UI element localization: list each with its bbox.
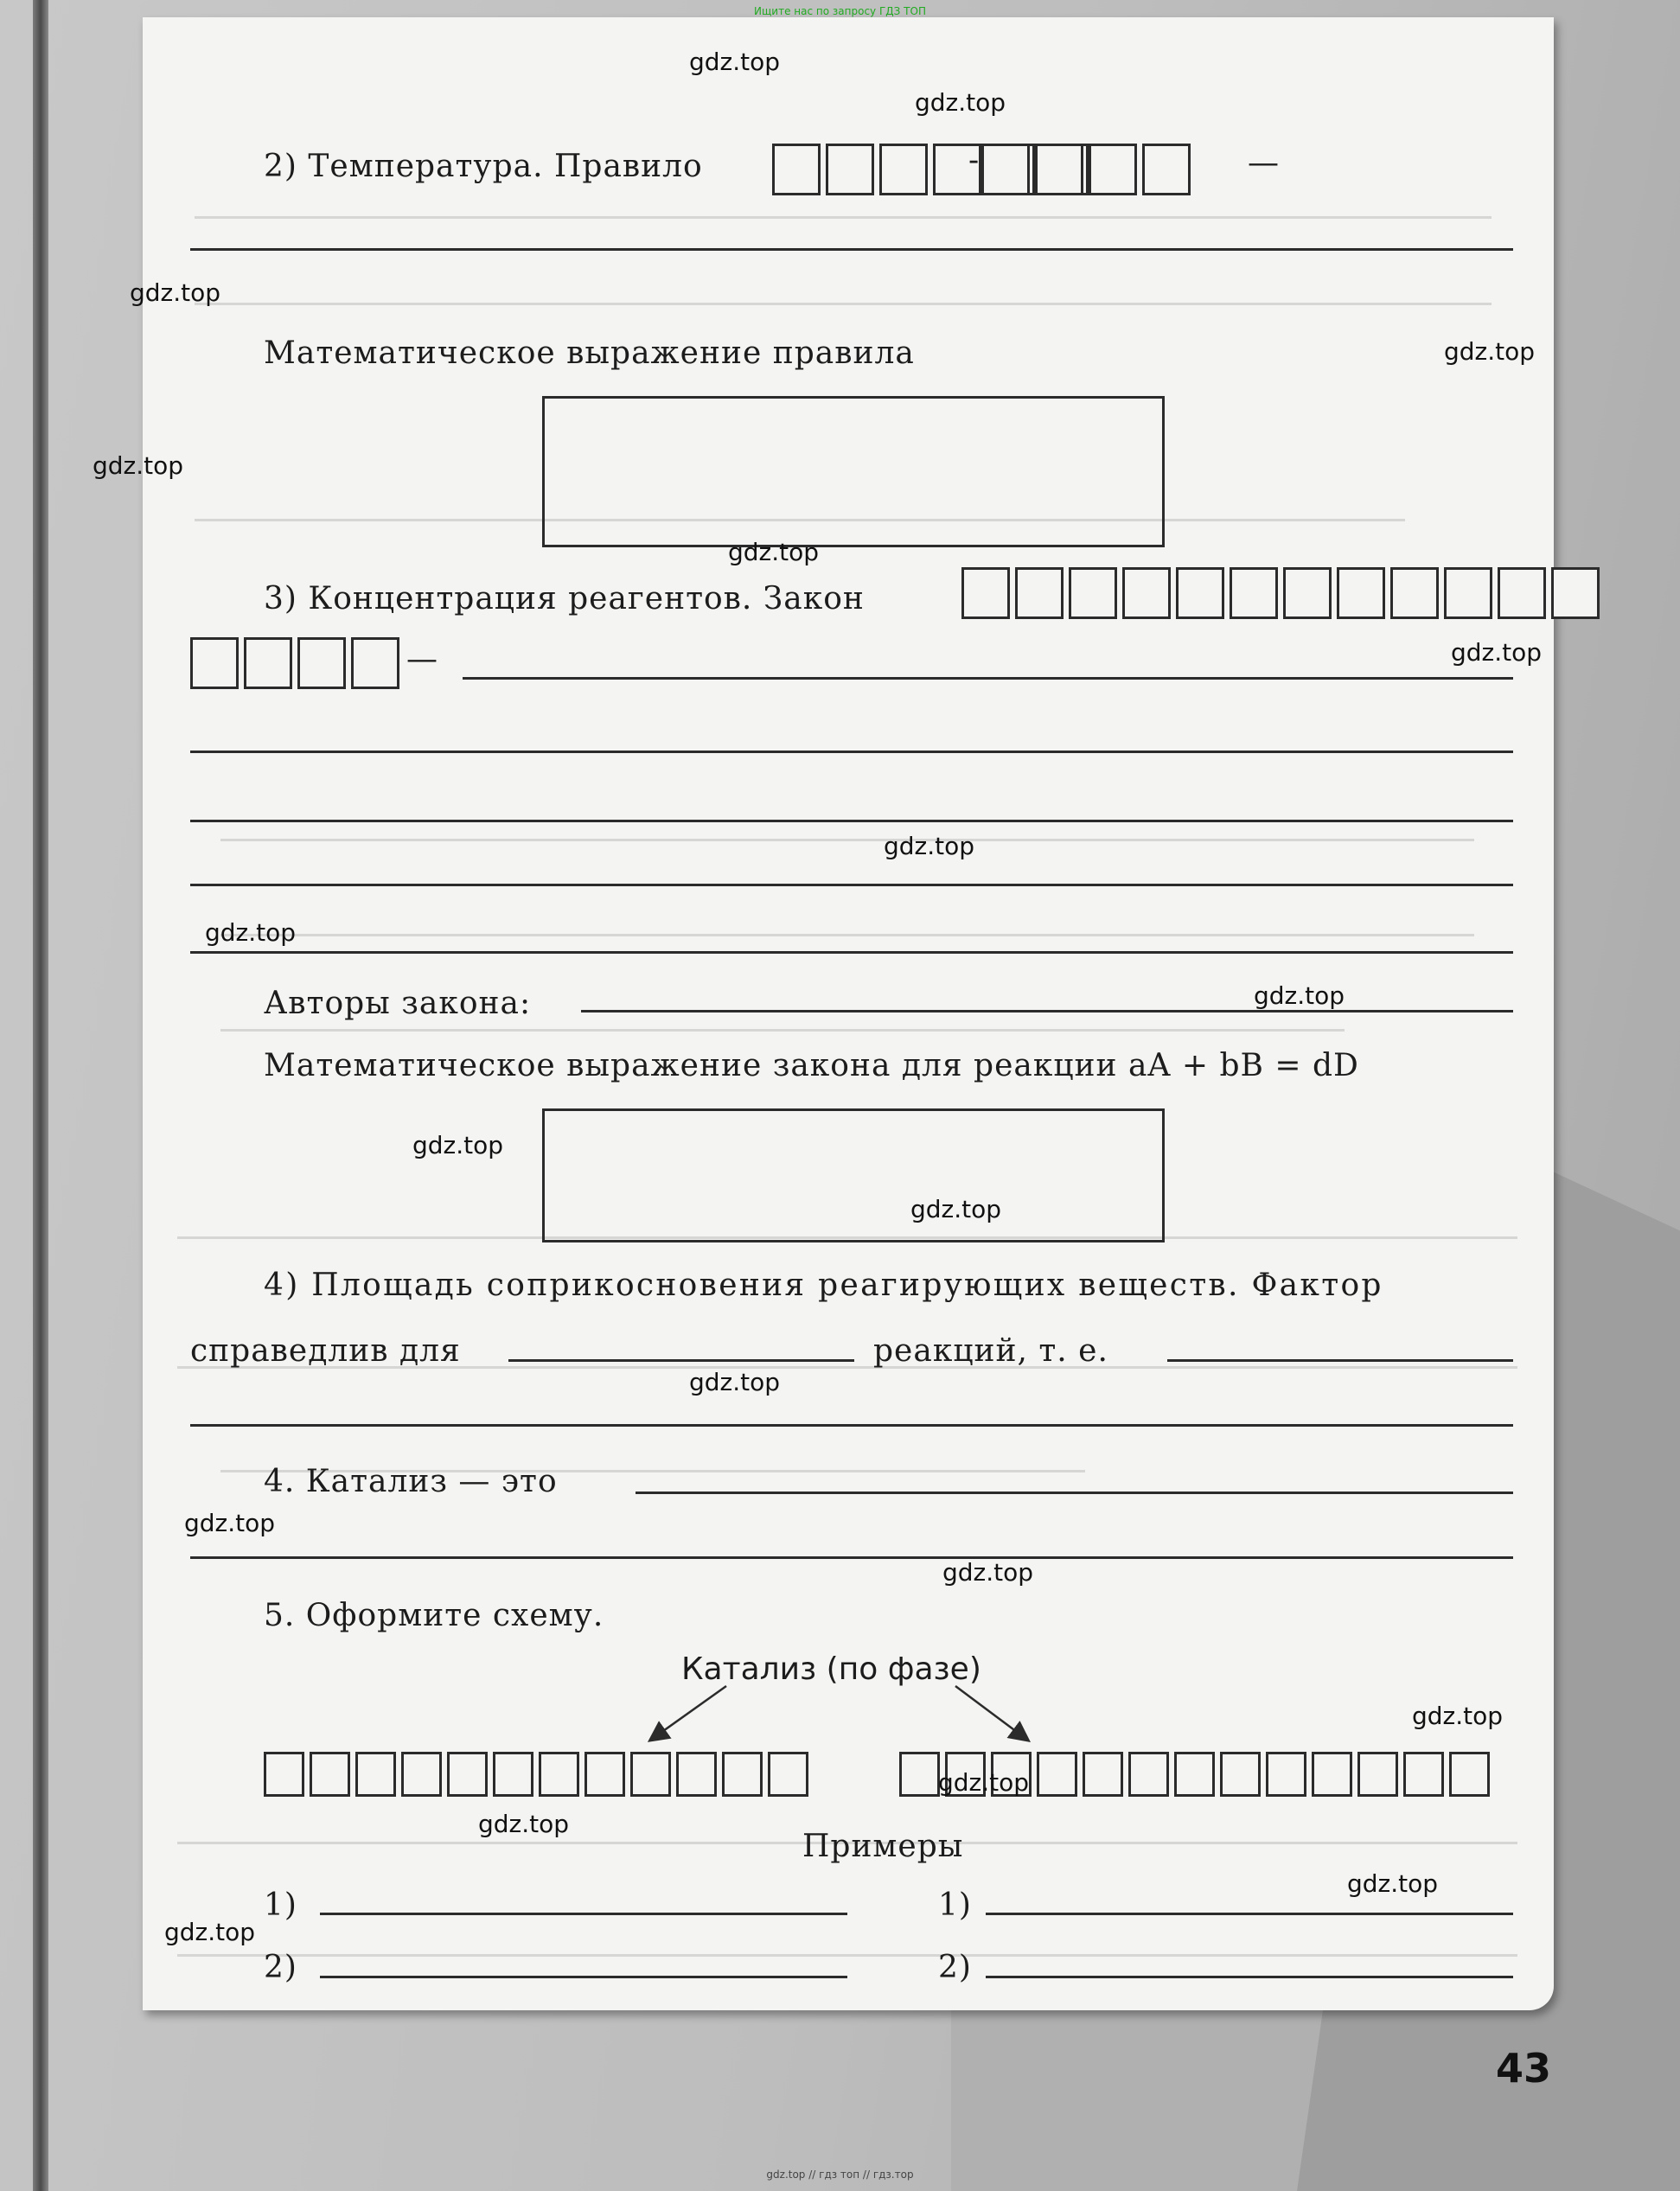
item4-line2-a: справедлив для xyxy=(190,1333,461,1369)
watermark: gdz.top xyxy=(689,1368,781,1396)
letter-cell[interactable] xyxy=(1357,1752,1398,1797)
watermark: gdz.top xyxy=(915,88,1006,117)
letter-cell[interactable] xyxy=(264,1752,304,1797)
letter-cell[interactable] xyxy=(1220,1752,1261,1797)
left-example-2-line[interactable] xyxy=(320,1976,847,1978)
watermark: gdz.top xyxy=(164,1918,256,1946)
task4-text: 4. Катализ — это xyxy=(264,1464,558,1499)
item4-line2-b: реакций, т. е. xyxy=(873,1333,1108,1369)
letter-cell[interactable] xyxy=(1449,1752,1490,1797)
letter-cell[interactable] xyxy=(539,1752,579,1797)
letter-cell[interactable] xyxy=(676,1752,717,1797)
item3-text: 3) Концентрация реагентов. Закон xyxy=(264,581,865,616)
watermark: gdz.top xyxy=(1412,1702,1504,1730)
math-label-law: Математическое выражение закона для реакции aA + bB = dD xyxy=(264,1048,1359,1083)
arrow-left xyxy=(651,1686,726,1740)
watermark: gdz.top xyxy=(689,48,781,76)
arrow-right xyxy=(955,1686,1027,1740)
letter-cell[interactable] xyxy=(1312,1752,1352,1797)
authors-label: Авторы закона: xyxy=(264,986,532,1021)
letter-cell[interactable] xyxy=(493,1752,533,1797)
watermark: gdz.top xyxy=(1254,981,1345,1010)
right-example-1-line[interactable] xyxy=(986,1913,1513,1915)
watermark: gdz.top xyxy=(478,1810,570,1838)
letter-cell[interactable] xyxy=(1403,1752,1444,1797)
top-banner: Ищите нас по запросу ГДЗ ТОП xyxy=(754,5,926,17)
letter-cell[interactable] xyxy=(1174,1752,1215,1797)
scheme-title: Катализ (по фазе) xyxy=(681,1651,981,1687)
item2-text: 2) Температура. Правило xyxy=(264,149,703,184)
right-example-1-label: 1) xyxy=(938,1888,972,1923)
letter-cell[interactable] xyxy=(1037,1752,1077,1797)
watermark: gdz.top xyxy=(1347,1869,1439,1898)
watermark: gdz.top xyxy=(942,1558,1034,1587)
watermark: gdz.top xyxy=(884,832,975,860)
left-example-2-label: 2) xyxy=(264,1950,297,1985)
letter-cell[interactable] xyxy=(1128,1752,1169,1797)
letter-cell[interactable] xyxy=(401,1752,442,1797)
catalysis-type-boxes-left[interactable] xyxy=(264,1752,808,1797)
letter-cell[interactable] xyxy=(1266,1752,1306,1797)
watermark: gdz.top xyxy=(1444,337,1536,366)
watermark: gdz.top xyxy=(412,1131,504,1159)
letter-cell[interactable] xyxy=(722,1752,763,1797)
letter-cell[interactable] xyxy=(355,1752,396,1797)
watermark: gdz.top xyxy=(130,278,221,307)
watermark: gdz.top xyxy=(728,538,820,566)
watermark: gdz.top xyxy=(205,918,297,947)
letter-cell[interactable] xyxy=(630,1752,671,1797)
bottom-banner: gdz.top // гдз топ // гдз.тор xyxy=(766,2169,914,2181)
dash: — xyxy=(406,642,438,677)
dash: — xyxy=(1248,145,1280,181)
watermark: gdz.top xyxy=(1451,638,1543,667)
watermark: gdz.top xyxy=(93,451,184,480)
letter-cell[interactable] xyxy=(768,1752,808,1797)
right-example-2-label: 2) xyxy=(938,1950,972,1985)
examples-title: Примеры xyxy=(802,1829,964,1864)
letter-cell[interactable] xyxy=(899,1752,940,1797)
letter-cell[interactable] xyxy=(1083,1752,1123,1797)
letter-cell[interactable] xyxy=(584,1752,625,1797)
watermark: gdz.top xyxy=(184,1509,276,1537)
hyphen: - xyxy=(968,143,980,178)
right-example-2-line[interactable] xyxy=(986,1976,1513,1978)
task5-text: 5. Оформите схему. xyxy=(264,1598,604,1633)
letter-cell[interactable] xyxy=(310,1752,350,1797)
watermark: gdz.top xyxy=(938,1768,1030,1797)
left-example-1-label: 1) xyxy=(264,1888,297,1923)
item4-line1: 4) Площадь соприкосновения реагирующих веществ. Фактор xyxy=(264,1268,1383,1303)
watermark: gdz.top xyxy=(910,1195,1002,1223)
letter-cell[interactable] xyxy=(447,1752,488,1797)
left-example-1-line[interactable] xyxy=(320,1913,847,1915)
math-label-rule: Математическое выражение правила xyxy=(264,335,915,371)
page-number: 43 xyxy=(1496,2045,1552,2092)
